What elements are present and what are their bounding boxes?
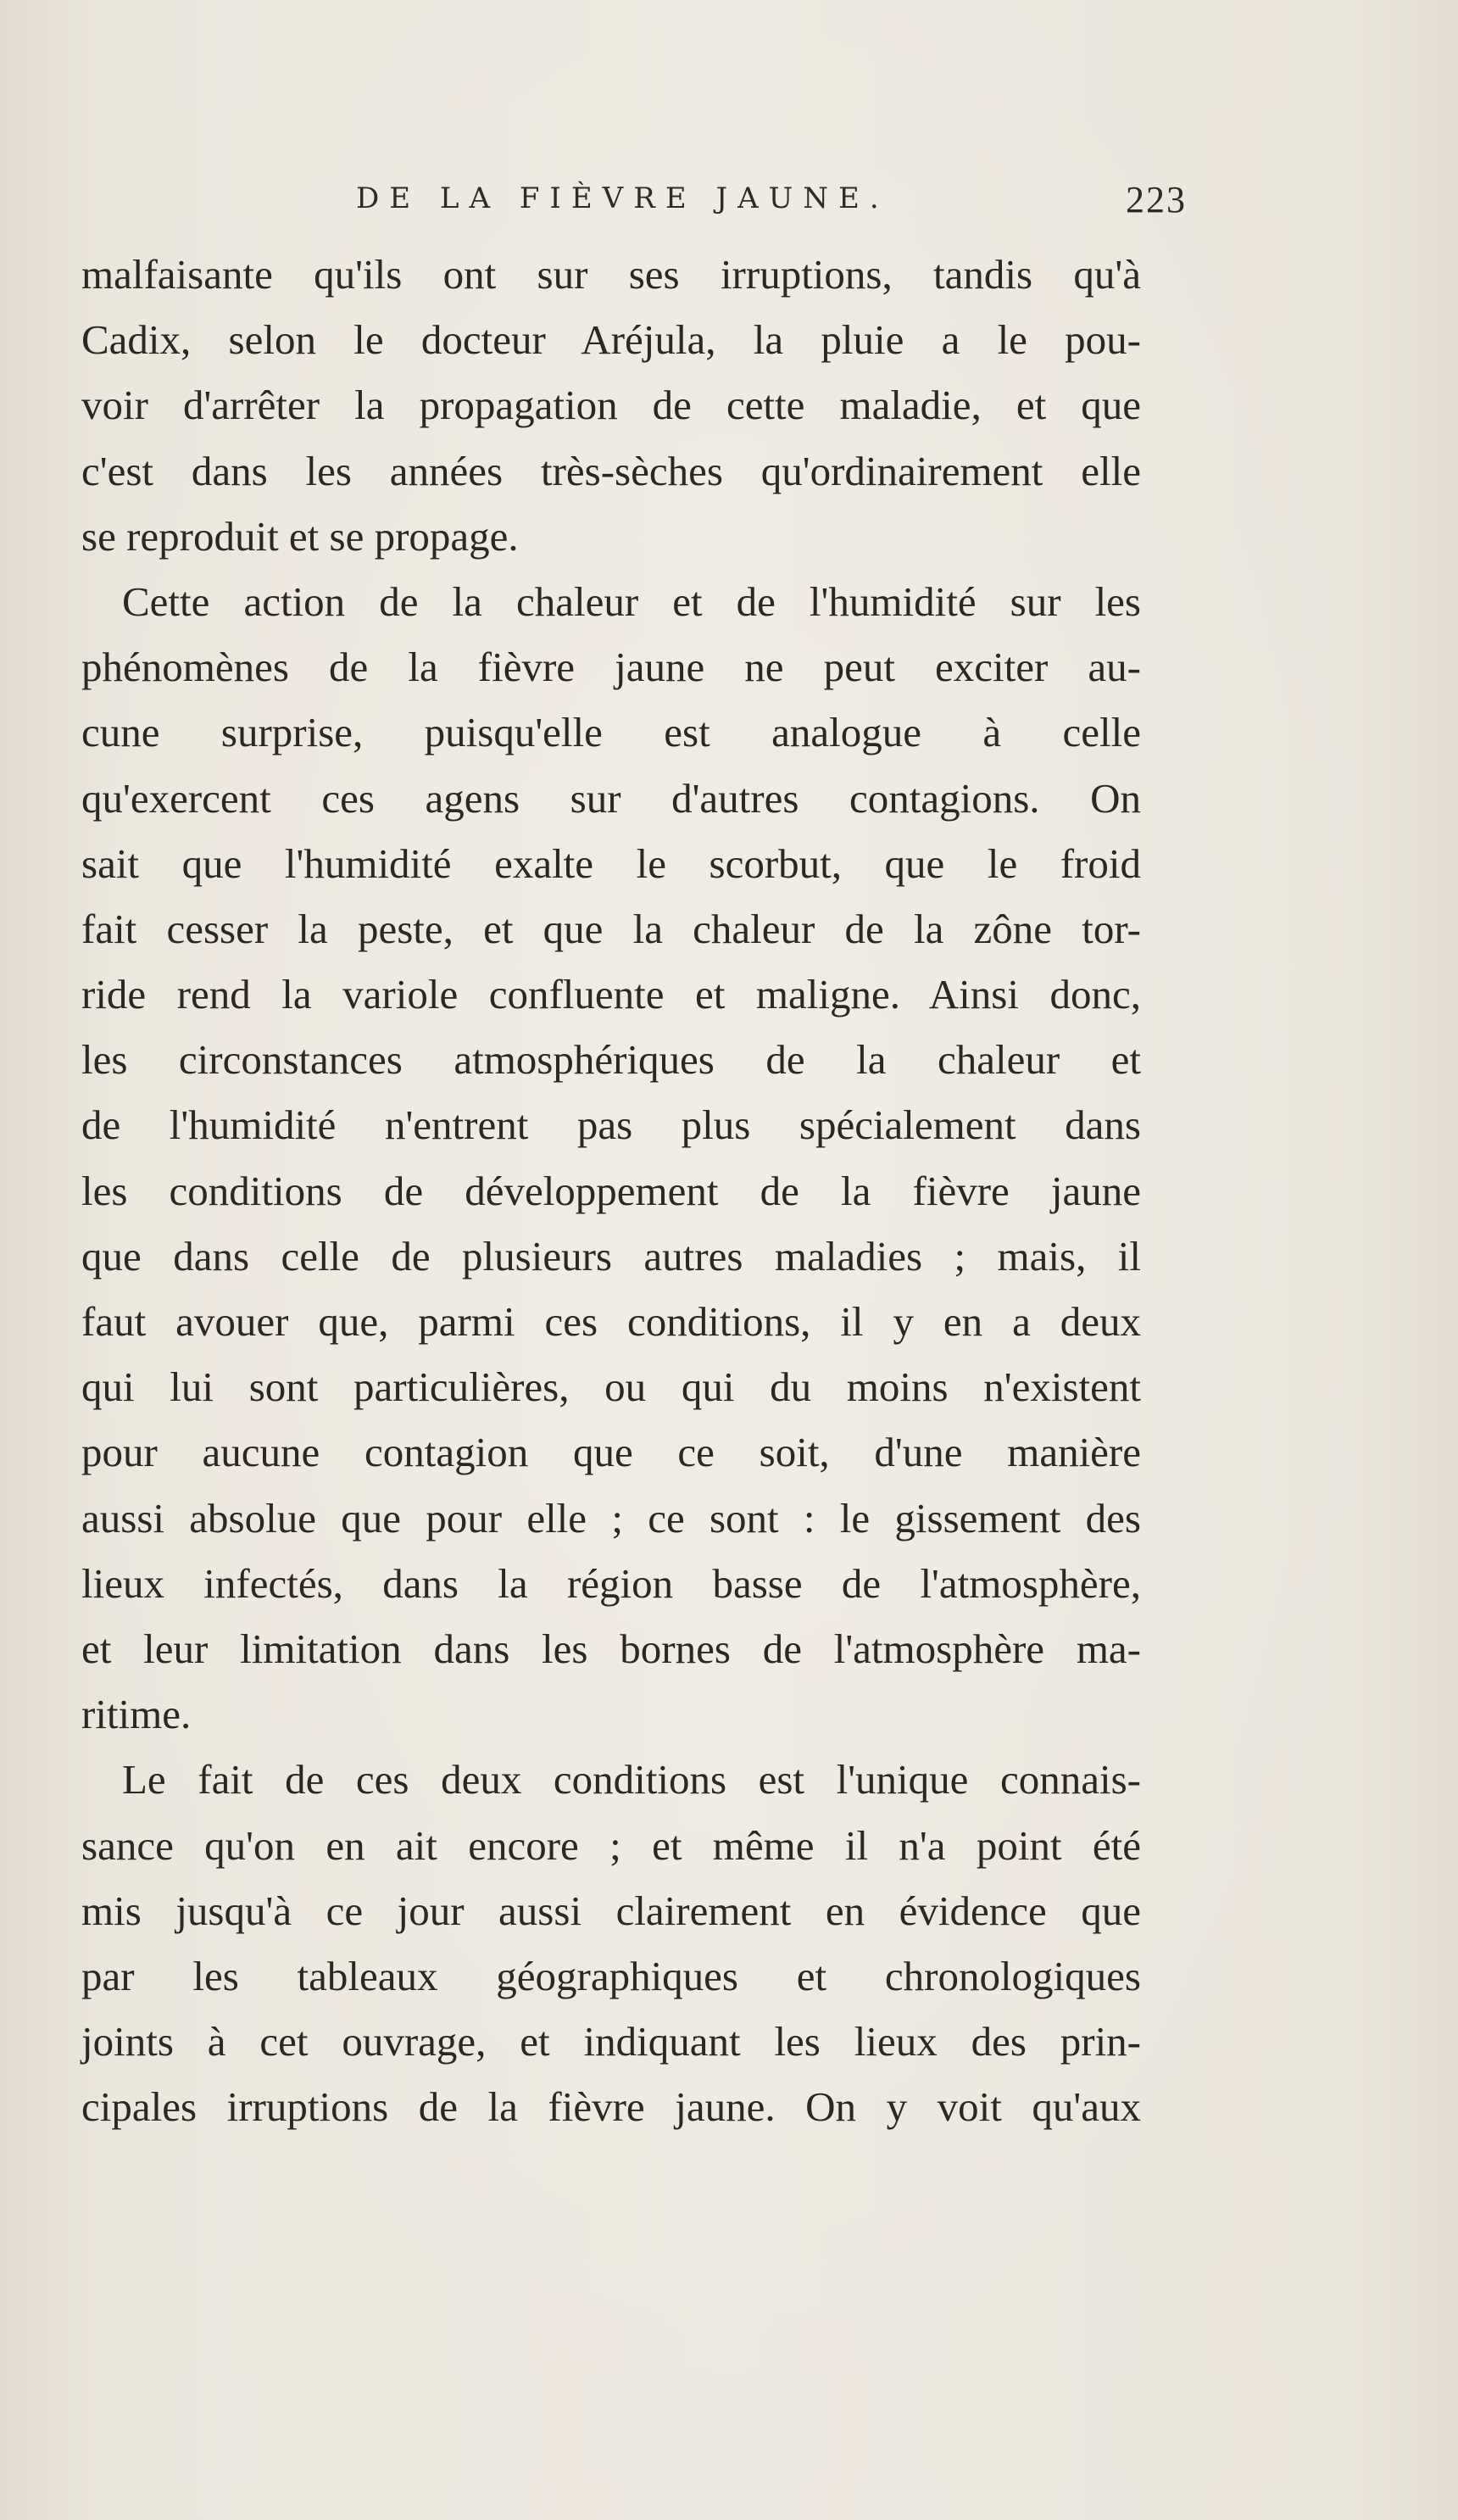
text-line: joints à cet ouvrage, et indiquant les lieux des prin- (81, 2018, 1141, 2066)
text-line: par les tableaux géographiques et chronologiques (81, 1952, 1141, 1999)
text-line: qu'exercent ces agens sur d'autres contagions. On (81, 774, 1141, 822)
text-line: de l'humidité n'entrent pas plus spécialement dans (81, 1101, 1141, 1149)
text-line: les conditions de développement de la fièvre jaune (81, 1167, 1141, 1214)
text-line: c'est dans les années très-sèches qu'ordinairement elle (81, 447, 1141, 494)
text-line: sance qu'on en ait encore ; et même il n'a point été (81, 1821, 1141, 1869)
text-line: pour aucune contagion que ce soit, d'une manière (81, 1429, 1141, 1476)
text-line: Cadix, selon le docteur Aréjula, la pluie a le pou- (81, 316, 1141, 364)
text-line: cipales irruptions de la fièvre jaune. On y voit qu'aux (81, 2083, 1141, 2131)
text-line: Cette action de la chaleur et de l'humidité sur les (122, 577, 1141, 625)
paragraph (81, 569, 1141, 1747)
text-line: qui lui sont particulières, ou qui du moins n'existent (81, 1363, 1141, 1411)
text-line: les circonstances atmosphériques de la chaleur et (81, 1036, 1141, 1084)
text-line: lieux infectés, dans la région basse de l'atmosphère, (81, 1559, 1141, 1607)
text-line: cune surprise, puisqu'elle est analogue à celle (81, 709, 1141, 756)
text-line: fait cesser la peste, et que la chaleur de la zône tor- (81, 905, 1141, 952)
text-line: faut avouer que, parmi ces conditions, il y en a deux (81, 1298, 1141, 1345)
text-line: aussi absolue que pour elle ; ce sont : le gissement des (81, 1494, 1141, 1542)
body-text (81, 242, 1141, 2139)
text-line: voir d'arrêter la propagation de cette maladie, et que (81, 382, 1141, 429)
text-line: phénomènes de la fièvre jaune ne peut exciter au- (81, 644, 1141, 691)
text-line: ritime. (81, 1691, 192, 1738)
text-line: sait que l'humidité exalte le scorbut, que le froid (81, 839, 1141, 887)
text-line: que dans celle de plusieurs autres maladies ; mais, il (81, 1232, 1141, 1280)
page-number: 223 (1126, 179, 1187, 220)
text-line: malfaisante qu'ils ont sur ses irruptions, tandis qu'à (81, 251, 1141, 298)
text-line: et leur limitation dans les bornes de l'atmosphère ma- (81, 1625, 1141, 1672)
text-line: Le fait de ces deux conditions est l'unique connais- (122, 1756, 1141, 1804)
paragraph (81, 242, 1141, 569)
text-line: mis jusqu'à ce jour aussi clairement en évidence que (81, 1887, 1141, 1934)
running-head (85, 175, 1187, 226)
text-line: se reproduit et se propage. (81, 512, 519, 560)
running-title: DE LA FIÈVRE JAUNE. (356, 181, 889, 215)
text-line: ride rend la variole confluente et maligne. Ainsi donc, (81, 971, 1141, 1018)
paragraph (81, 1747, 1141, 2139)
